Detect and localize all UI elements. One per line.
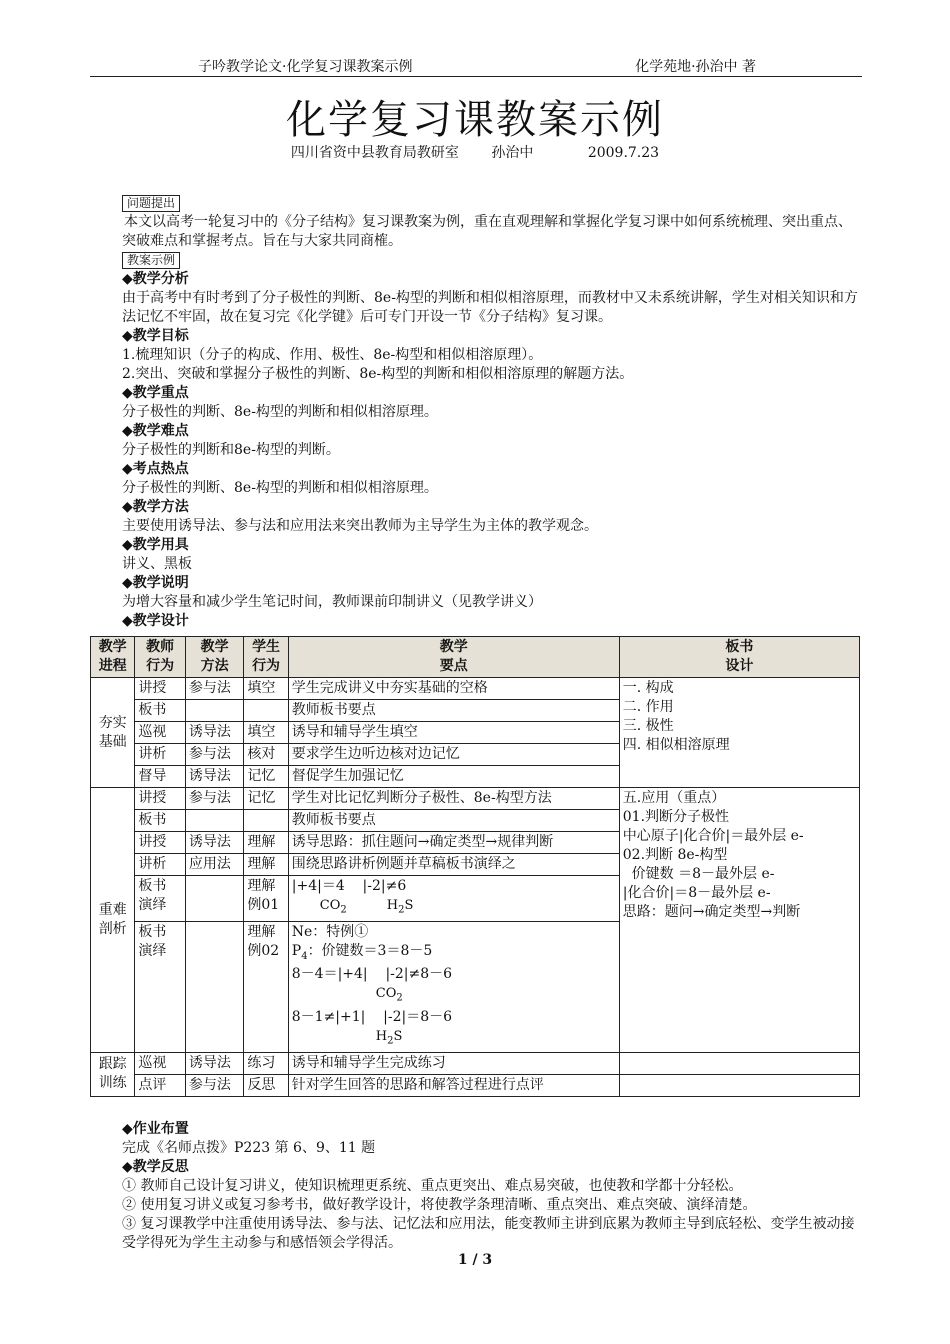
- sections: [122, 270, 862, 631]
- table-cell: 参与法: [185, 744, 244, 766]
- reflection-item: ① 教师自己设计复习讲义，使知识梳理更系统、重点更突出、难点易突破，也使教和学都十分轻松。: [122, 1178, 743, 1194]
- table-header-row: [91, 637, 860, 678]
- table-cell: 诱导法: [185, 722, 244, 744]
- section-heading: ◆教学说明: [122, 575, 189, 591]
- table-cell: 理解 例01: [244, 876, 288, 922]
- table-cell: 围绕思路讲析例题并草稿板书演绎之: [288, 854, 619, 876]
- table-cell: 诱导法: [185, 1052, 244, 1074]
- table-cell: 学生对比记忆判断分子极性、8e-构型方法: [288, 788, 619, 810]
- table-cell: 教师板书要点: [288, 700, 619, 722]
- example-line: |+4|＝4 |-2|≠6: [291, 878, 407, 894]
- board-cell: [619, 678, 859, 788]
- tag-example: 教案示例: [127, 253, 176, 267]
- table-cell: 填空: [244, 722, 288, 744]
- formula-h2s: H: [386, 898, 399, 913]
- table-row: [91, 678, 860, 700]
- board-line: 三. 极性: [622, 718, 674, 734]
- intro-paragraph: 本文以高考一轮复习中的《分子结构》复习课教案为例，重在直观理解和掌握化学复习课中如何系统梳理、突出重点、突破难点和掌握考点。旨在与大家共同商榷。: [122, 214, 852, 249]
- table-cell: [185, 921, 244, 1052]
- page-title: 化学复习课教案示例: [286, 97, 664, 143]
- board-line: 01.判断分子极性: [622, 809, 730, 825]
- subscript: 4: [301, 950, 308, 962]
- article-body: [122, 194, 862, 631]
- table-cell: 要求学生边听边核对边记忆: [288, 744, 619, 766]
- table-cell: [185, 810, 244, 832]
- board-line: 02.判断 8e-构型: [622, 847, 728, 863]
- table-row: [91, 788, 860, 810]
- table-cell: 理解: [244, 832, 288, 854]
- lesson-design-table: [90, 636, 860, 1097]
- col-stage: 教学 进程: [91, 637, 135, 678]
- table-cell: 诱导法: [185, 832, 244, 854]
- board-cell: [619, 1052, 859, 1074]
- section-heading: ◆教学难点: [122, 423, 189, 439]
- section-heading: ◆教学目标: [122, 328, 189, 344]
- closing-sections: [122, 1120, 862, 1253]
- section-heading: ◆教学重点: [122, 385, 189, 401]
- reflection-heading: ◆教学反思: [122, 1159, 189, 1175]
- col-board: 板书 设计: [619, 637, 859, 678]
- table-cell: 讲析: [135, 744, 185, 766]
- table-cell: 填空: [244, 678, 288, 700]
- header-left: 子吟教学论文·化学复习课教案示例: [198, 59, 413, 75]
- board-line: |化合价|＝8－最外层 e-: [622, 885, 771, 901]
- table-cell: 讲授: [135, 832, 185, 854]
- section-line: 讲义、黑板: [122, 556, 192, 572]
- table-cell: [185, 700, 244, 722]
- subscript: 2: [398, 904, 405, 916]
- section-heading: ◆考点热点: [122, 461, 189, 477]
- stage-cell: 夯实 基础: [91, 678, 135, 788]
- stage-cell: 重难 剖析: [91, 788, 135, 1053]
- board-line: 思路：题问→确定类型→判断: [622, 904, 801, 920]
- formula-p4: P: [291, 942, 302, 959]
- table-cell: 板书: [135, 810, 185, 832]
- byline-org: 四川省资中县教育局教研室: [290, 145, 459, 161]
- table-cell: 讲授: [135, 678, 185, 700]
- table-cell: 参与法: [185, 1074, 244, 1096]
- running-header: [90, 56, 862, 77]
- homework-heading: ◆作业布置: [122, 1121, 189, 1137]
- formula-h2s: H: [375, 1028, 388, 1044]
- section-heading: ◆教学方法: [122, 499, 189, 515]
- formula-part: S: [404, 898, 414, 913]
- table-cell: 讲析: [135, 854, 185, 876]
- example-line: Ne：特例①: [291, 923, 369, 940]
- col-method: 教学 方法: [185, 637, 244, 678]
- section-heading: ◆教学用具: [122, 537, 189, 553]
- example-line: [292, 1027, 616, 1051]
- table-cell: 核对: [244, 744, 288, 766]
- table-cell: [244, 700, 288, 722]
- section-heading: ◆教学设计: [122, 613, 189, 629]
- table-cell: 巡视: [135, 722, 185, 744]
- subscript: 2: [340, 904, 347, 916]
- section-line: 由于高考中有时考到了分子极性的判断、8e-构型的判断和相似相溶原理，而教材中又未系统讲解，学生对相关知识和方法记忆不牢固，故在复习完《化学键》后可专门开设一节《分子结构》复习课。: [122, 290, 858, 325]
- example-line: 8－1≠|+1| |-2|＝8－6: [291, 1008, 453, 1025]
- table-cell: 学生完成讲义中夯实基础的空格: [288, 678, 619, 700]
- col-points: 教学 要点: [288, 637, 619, 678]
- board-line: 一. 构成: [622, 680, 674, 696]
- subscript: 2: [387, 1035, 394, 1047]
- table-cell: 参与法: [185, 678, 244, 700]
- board-line: 价键数 ＝8－最外层 e-: [622, 866, 775, 882]
- header-right: 化学苑地·孙治中 著: [635, 59, 756, 75]
- page-number: 1 / 3: [457, 1252, 493, 1268]
- subscript: 2: [396, 992, 403, 1004]
- stage-cell: 跟踪 训练: [91, 1052, 135, 1096]
- board-line: 四. 相似相溶原理: [622, 737, 730, 753]
- table-cell: 板书: [135, 700, 185, 722]
- example-line: 8－4＝|+4| |-2|≠8－6: [291, 966, 453, 983]
- formula-part: S: [393, 1028, 403, 1044]
- board-line: 五.应用（重点）: [622, 790, 726, 806]
- formula-co2: CO: [319, 898, 341, 913]
- table-cell: 理解: [244, 854, 288, 876]
- table-cell: 反思: [244, 1074, 288, 1096]
- table-cell: 督导: [135, 766, 185, 788]
- board-cell: [619, 788, 859, 1053]
- example-text: ：价键数＝3＝8－5: [307, 942, 433, 959]
- table-cell: 理解 例02: [244, 921, 288, 1052]
- table-cell: 板书 演绎: [135, 921, 185, 1052]
- section-line: 分子极性的判断、8e-构型的判断和相似相溶原理。: [122, 404, 438, 420]
- table-cell: 板书 演绎: [135, 876, 185, 922]
- example-line: [292, 984, 616, 1008]
- board-cell: [619, 1074, 859, 1096]
- table-cell: 练习: [244, 1052, 288, 1074]
- homework-text: 完成《名师点拨》P223 第 6、9、11 题: [122, 1140, 376, 1156]
- table-cell: [288, 876, 619, 922]
- section-line: 为增大容量和减少学生笔记时间，教师课前印制讲义（见教学讲义）: [122, 594, 542, 610]
- table-cell: [185, 876, 244, 922]
- example-line: [292, 942, 616, 966]
- table-cell: 诱导思路：抓住题问→确定类型→规律判断: [288, 832, 619, 854]
- col-student: 学生 行为: [244, 637, 288, 678]
- table-cell: 教师板书要点: [288, 810, 619, 832]
- byline: [0, 142, 950, 162]
- table-cell: 应用法: [185, 854, 244, 876]
- table-cell: 点评: [135, 1074, 185, 1096]
- table-row: [91, 1052, 860, 1074]
- table-cell: 记忆: [244, 788, 288, 810]
- board-line: 中心原子|化合价|＝最外层 e-: [622, 828, 804, 844]
- table-cell: 诱导法: [185, 766, 244, 788]
- table-cell: [244, 810, 288, 832]
- section-line: 分子极性的判断和8e-构型的判断。: [122, 442, 340, 458]
- tag-problem: 问题提出: [127, 196, 176, 210]
- table-cell: 诱导和辅导学生填空: [288, 722, 619, 744]
- section-line: 1.梳理知识（分子的构成、作用、极性、8e-构型和相似相溶原理）。: [122, 347, 543, 363]
- table-cell: 诱导和辅导学生完成练习: [288, 1052, 619, 1074]
- board-line: 二. 作用: [622, 699, 674, 715]
- col-teacher: 教师 行为: [135, 637, 185, 678]
- formula-co2: CO: [375, 986, 397, 1002]
- table-cell: [288, 921, 619, 1052]
- table-cell: 督促学生加强记忆: [288, 766, 619, 788]
- byline-date: 2009.7.23: [587, 145, 660, 161]
- section-heading: ◆教学分析: [122, 271, 189, 287]
- byline-author: 孙治中: [491, 145, 534, 161]
- reflection-item: ③ 复习课教学中注重使用诱导法、参与法、记忆法和应用法，能变教师主讲到底累为教师主导到底轻松、变学生被动接受学得死为学生主动参与和感悟领会学得活。: [122, 1216, 855, 1251]
- section-line: 分子极性的判断、8e-构型的判断和相似相溶原理。: [122, 480, 438, 496]
- section-line: 主要使用诱导法、参与法和应用法来突出教师为主导学生为主体的教学观念。: [122, 518, 598, 534]
- example-line: [292, 896, 616, 920]
- table-cell: 参与法: [185, 788, 244, 810]
- table-cell: 记忆: [244, 766, 288, 788]
- section-line: 2.突出、突破和掌握分子极性的判断、8e-构型的判断和相似相溶原理的解题方法。: [122, 366, 634, 382]
- table-cell: 巡视: [135, 1052, 185, 1074]
- table-cell: 针对学生回答的思路和解答过程进行点评: [288, 1074, 619, 1096]
- table-row: [91, 1074, 860, 1096]
- reflection-item: ② 使用复习讲义或复习参考书，做好教学设计，将使教学条理清晰、重点突出、难点突破、演绎清楚。: [122, 1197, 757, 1213]
- table-cell: 讲授: [135, 788, 185, 810]
